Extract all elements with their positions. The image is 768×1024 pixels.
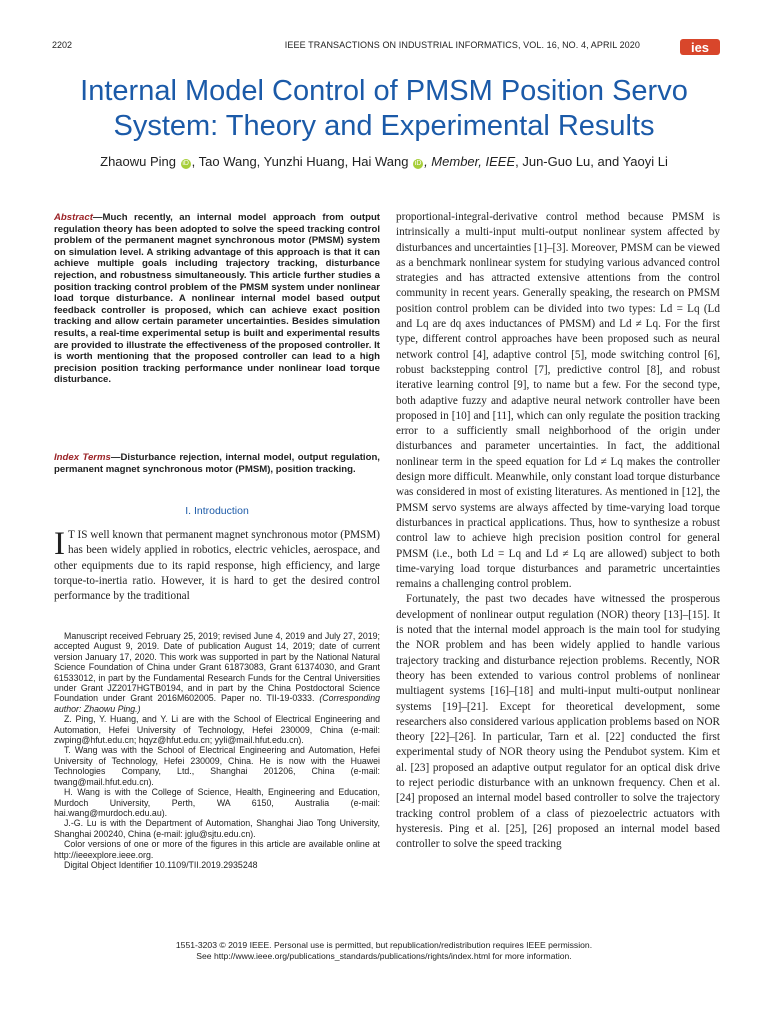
page-number: 2202 — [52, 40, 73, 50]
footnote-doi: Digital Object Identifier 10.1109/TII.2019.2935248 — [64, 859, 258, 870]
introduction-paragraph — [54, 528, 380, 604]
abstract-text: —Much recently, an internal model approach from output regulation theory has been adopted to solve the speed tracking control problem of the permanent magnet synchronous motor (PMSM) system on simulation level. A striking advantage of this approach is that it can achieve multiple goals including trajectory tracking, disturbance rejection, and robustness simultaneously. This article further studies a position tracking control problem of the PMSM system under nonlinear load torque disturbance. A nonlinear internal model based output feedback controller is proposed, which can achieve exact position tracking and allow certain parameter uncertainties. Besides simulation results, a real-time experimental setup is built and experimental results are provided to illustrate the effectiveness of the proposed controller. It is worth mentioning that the proposed controller can lead to a high precision position tracking performance under nonlinear load torque disturbance. — [54, 212, 380, 386]
abstract — [54, 212, 380, 386]
footnote-manuscript — [54, 631, 380, 714]
abstract-label: Abstract — [54, 212, 93, 223]
index-terms-text: —Disturbance rejection, internal model, output regulation, permanent magnet synchronous motor (PMSM), position tracking. — [54, 452, 380, 475]
running-head: IEEE TRANSACTIONS ON INDUSTRIAL INFORMATICS, VOL. 16, NO. 4, APRIL 2020 — [284, 40, 640, 50]
right-column — [396, 210, 720, 852]
body-paragraph: proportional-integral-derivative control method because PMSM is intrinsically a multi-input multi-output nonlinear system affected by disturbances and uncertainties [1]–[3]. Moreover, PMSM can be viewed as a benchmark nonlinear system for studying various advanced control strategies and has attracted extensive attentions from the control community in recent years. Generally speaking, the research on PMSM position control problem can be divided into two types: Ld = Lq (Ld and Lq are dq axes inductances of PMSM) and Ld ≠ Lq. For the first type, different control approaches have been proposed such as neural network control [4], adaptive control [5], mode switching control [6], robust backstepping control [7], predictive control [8], and robust iterative learning control [9], to name but a few. For the second type, both adaptive fuzzy and adaptive neural network controller have been proposed in [10] and [11], which can only regulate the position tracking error to a sufficiently small neighborhood of the origin under disturbances and parameter uncertainties. In fact, the additional nonlinear term in the speed equation for Ld ≠ Lq makes the controller design more difficult. Meanwhile, only constant load torque disturbance was considered in most of existing literatures. As mentioned in [12], the PMSM servo systems are always affected by time-varying load torque disturbances in practical applications. Thus, how to synthesize a robust control law to achieve high precision position control for general PMSM (i.e., both Ld = Lq and Ld ≠ Lq are allowed) subject to both time-varying load torque disturbances and parametric uncertainties remains a challenging control problem. — [396, 211, 720, 591]
author-name: , Jun-Guo Lu, and Yaoyi Li — [515, 154, 668, 169]
index-terms — [54, 452, 380, 475]
corresponding-author: (Corresponding author: Zhaowu Ping.) — [54, 693, 380, 714]
dropcap: I — [54, 526, 65, 562]
footnote — [54, 631, 380, 870]
rights-link-line[interactable]: See http://www.ieee.org/publications_standards/publications/rights/index.html for more information. — [196, 951, 572, 961]
copyright-footer — [60, 940, 708, 962]
author-name: Zhaowu Ping — [100, 154, 177, 169]
copyright-line: 1551-3203 © 2019 IEEE. Personal use is permitted, but republication/redistribution requires IEEE permission. — [175, 940, 593, 950]
author-line — [40, 154, 728, 169]
footnote-affiliation: H. Wang is with the College of Science, Health, Engineering and Education, Murdoch University, Perth, WA 6150, Australia (e-mail: hai.wang@murdoch.edu.au). — [54, 787, 380, 818]
footnote-manuscript-text: Manuscript received February 25, 2019; revised June 4, 2019 and July 27, 2019; accepted August 9, 2019. Date of publication August 14, 2019; date of current version January 17, 2020. This work was supported in part by the National Natural Science Foundation of China under Grant 61873083, Grant 61374030, and Grant 61533012, in part by the Fundamental Research Funds for the Central Universities under Grant JZ2017HGTB0194, and in part by the China Postdoctoral Science Foundation under Grant 2016M602005. Paper no. TII-19-0333. — [54, 631, 380, 704]
footnote-color-note: Color versions of one or more of the figures in this article are available online at http://ieeexplore.ieee.org. — [54, 839, 380, 860]
index-terms-label: Index Terms — [54, 452, 111, 463]
footnote-affiliation: T. Wang was with the School of Electrical Engineering and Automation, Hefei University of Technology, Hefei 230009, China. He is now with the Huawei Technologies Company, Ltd., Shanghai 201206, China (e-mail: twang@mail.hfut.edu.cn). — [54, 745, 380, 787]
footnote-affiliation: Z. Ping, Y. Huang, and Y. Li are with the School of Electrical Engineering and Automation, Hefei University of Technology, Hefei 230009, China (e-mail: zwping@hfut.edu.cn; hqyz@hfut.edu.cn; yyli@mail.hfut.edu.cn). — [54, 714, 380, 746]
intro-text: T IS well known that permanent magnet synchronous motor (PMSM) has been widely applied in robotics, electric vehicles, aerospace, and other equipments due to its rapid response, high efficiency, and large torque-to-inertia ratio. However, it is hard to get the desired control performance by the traditional — [54, 529, 380, 603]
footnote-affiliation: J.-G. Lu is with the Department of Automation, Shanghai Jiao Tong University, Shanghai 200240, China (e-mail: jglu@sjtu.edu.cn). — [54, 818, 380, 839]
orcid-icon[interactable]: iD — [414, 160, 422, 167]
ies-logo-icon — [680, 36, 720, 58]
paper-title: Internal Model Control of PMSM Position Servo System: Theory and Experimental Results — [80, 75, 688, 142]
author-name: , Tao Wang, Yunzhi Huang, Hai Wang — [191, 154, 409, 169]
body-paragraph: Fortunately, the past two decades have witnessed the prosperous development of nonlinear output regulation (NOR) theory [13]–[15]. It is noted that the internal model approach is the main tool for studying the NOR problem and has been widely applied to handle various trajectory tracking and disturbance rejection problems. Recently, NOR theory has been extended to various control problems of nonlinear multiagent systems [16]–[18] and multi-input multi-output nonlinear systems [19]–[21]. Except for theoretical development, some researchers also considered various application problems based on NOR theory [22]–[26]. In particular, Tarn et al. [22] conducted the first experimental study of NOR theory using the Pendubot system. Kim et al. [23] proposed an adaptive output regulator for an optical disk drive to reject periodic disturbance with an unknown frequency. Chen et al. [24] proposed an internal model based controller to solve the trajectory tracking control problem of a class of piezoelectric actuators with hysteresis. Ping et al. [25], [26] proposed an internal model based controller to solve the speed tracking — [396, 593, 720, 851]
author-membership: , Member, IEEE — [424, 154, 516, 169]
orcid-icon[interactable]: iD — [182, 160, 189, 167]
svg-text:ies: ies — [690, 40, 710, 55]
section-heading: I. Introduction — [185, 505, 249, 517]
